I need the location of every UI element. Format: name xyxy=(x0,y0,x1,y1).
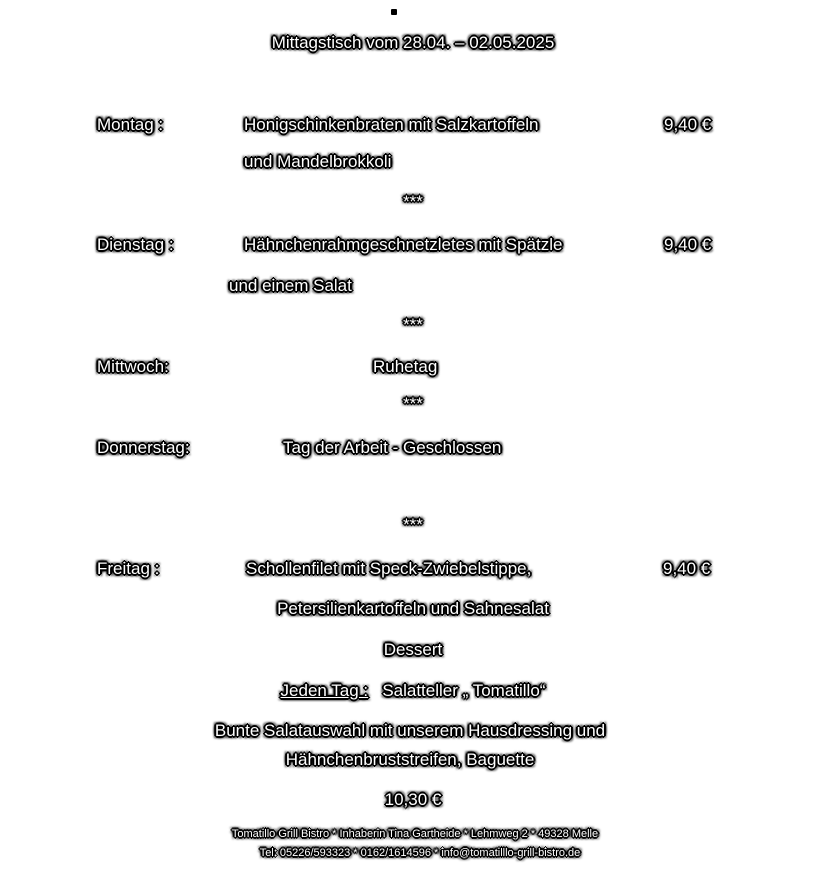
dish-friday-line2: Petersilienkartoffeln und Sahnesalat xyxy=(277,599,549,618)
separator-3: *** xyxy=(403,394,423,413)
bullet-mark xyxy=(391,9,397,15)
footer-address: Tomatillo Grill Bistro * Inhaberin Tina Gartheide * Lehmweg 2 * 49328 Melle xyxy=(231,828,599,840)
daily-name: Salatteller „ Tomatillo“ xyxy=(382,681,546,700)
day-label-tuesday: Dienstag : xyxy=(97,235,174,254)
price-friday: 9,40 € xyxy=(663,559,711,578)
daily-desc-line2: Hähnchenbruststreifen, Baguette xyxy=(285,750,535,769)
day-label-friday: Freitag : xyxy=(97,559,160,578)
day-label-monday: Montag : xyxy=(97,115,164,134)
dish-tuesday-line2: und einem Salat xyxy=(229,276,352,295)
daily-special-heading xyxy=(0,680,826,702)
daily-desc-line1: Bunte Salatauswahl mit unserem Hausdressing und xyxy=(214,721,606,740)
daily-price: 10,30 € xyxy=(384,790,442,809)
dish-friday-line3: Dessert xyxy=(383,640,443,659)
separator-4: *** xyxy=(403,515,423,534)
dish-monday-line2: und Mandelbrokkoli xyxy=(244,152,392,171)
dish-friday-line1: Schollenfilet mit Speck-Zwiebelstippe, xyxy=(246,559,532,578)
dish-tuesday-line1: Hähnchenrahmgeschnetzletes mit Spätzle xyxy=(244,235,563,254)
day-label-thursday: Donnerstag: xyxy=(97,438,190,457)
note-wednesday: Ruhetag xyxy=(373,357,438,376)
footer-contact: Tel: 05226/593323 * 0162/1614596 * info@tomatilllo-grill-bistro.de xyxy=(259,847,581,859)
note-thursday: Tag der Arbeit - Geschlossen xyxy=(283,438,502,457)
dish-monday-line1: Honigschinkenbraten mit Salzkartoffeln xyxy=(244,115,539,134)
menu-title: Mittagstisch vom 28.04. – 02.05.2025 xyxy=(271,33,555,52)
price-monday: 9,40 € xyxy=(664,115,712,134)
daily-label: Jeden Tag : xyxy=(280,681,369,700)
day-label-wednesday: Mittwoch: xyxy=(97,357,169,376)
price-tuesday: 9,40 € xyxy=(664,235,712,254)
separator-1: *** xyxy=(403,192,423,211)
separator-2: *** xyxy=(403,315,423,334)
